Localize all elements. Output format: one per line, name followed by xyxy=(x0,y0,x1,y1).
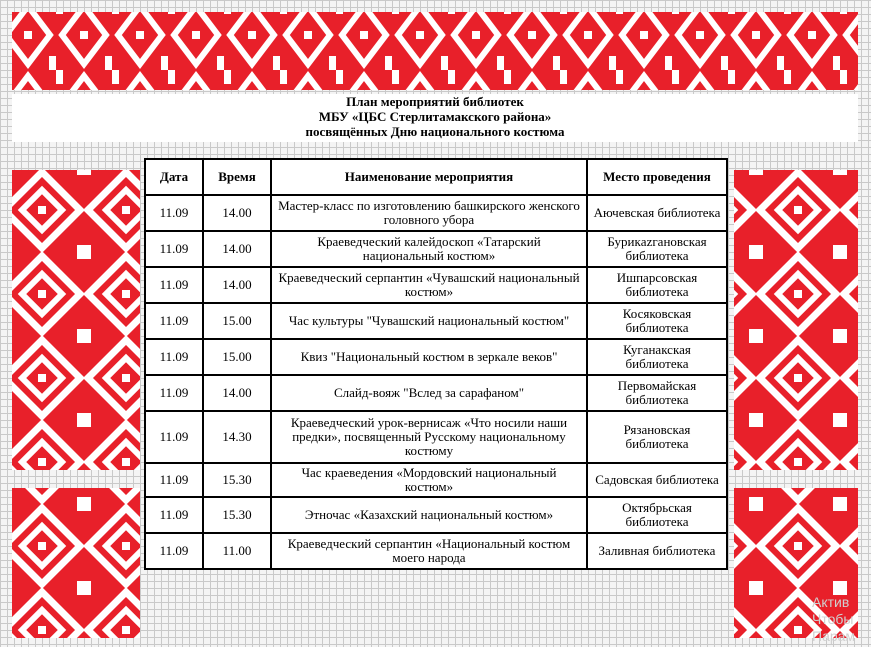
top-ornament-band xyxy=(12,12,858,90)
cell-time: 14.30 xyxy=(203,411,271,463)
cell-place: Куганакская библиотека xyxy=(587,339,727,375)
cell-place: Аючевская библиотека xyxy=(587,195,727,231)
cell-place: Рязановская библиотека xyxy=(587,411,727,463)
cell-name: Краеведческий калейдоскоп «Татарский национальный костюм» xyxy=(271,231,587,267)
table-row xyxy=(145,195,727,231)
table-row xyxy=(145,231,727,267)
cell-date: 11.09 xyxy=(145,267,203,303)
cell-date: 11.09 xyxy=(145,411,203,463)
cell-place: Бурикazгановская библиотека xyxy=(587,231,727,267)
table-row xyxy=(145,339,727,375)
bottom-left-ornament xyxy=(12,488,140,638)
cell-time: 14.00 xyxy=(203,231,271,267)
table-row xyxy=(145,463,727,497)
cell-name: Слайд-вояж "Вслед за сарафаном" xyxy=(271,375,587,411)
cell-date: 11.09 xyxy=(145,375,203,411)
cell-place: Ишпарсовская библиотека xyxy=(587,267,727,303)
cell-place: Косяковская библиотека xyxy=(587,303,727,339)
table-row xyxy=(145,497,727,533)
events-table xyxy=(144,158,728,570)
cell-time: 14.00 xyxy=(203,267,271,303)
cell-name: Квиз "Национальный костюм в зеркале веков" xyxy=(271,339,587,375)
cell-name: Этночас «Казахский национальный костюм» xyxy=(271,497,587,533)
cell-date: 11.09 xyxy=(145,533,203,569)
table-row xyxy=(145,411,727,463)
cell-place: Садовская библиотека xyxy=(587,463,727,497)
cell-date: 11.09 xyxy=(145,195,203,231)
watermark-line-1: Актив xyxy=(812,594,850,610)
activation-watermark xyxy=(812,594,855,645)
table-row xyxy=(145,375,727,411)
header-name: Наименование мероприятия xyxy=(271,159,587,195)
table-header-row xyxy=(145,159,727,195)
watermark-line-3: Парам xyxy=(812,628,856,644)
table-row xyxy=(145,303,727,339)
events-table-wrapper xyxy=(144,158,728,570)
title-line-3: посвящённых Дню национального костюма xyxy=(305,124,565,139)
cell-time: 15.00 xyxy=(203,303,271,339)
cell-place: Первомайская библиотека xyxy=(587,375,727,411)
page-title xyxy=(12,94,858,142)
cell-date: 11.09 xyxy=(145,231,203,267)
cell-date: 11.09 xyxy=(145,463,203,497)
cell-name: Краеведческий урок-вернисаж «Что носили наши предки», посвященный Русскому национальному костюму xyxy=(271,411,587,463)
cell-date: 11.09 xyxy=(145,497,203,533)
cell-name: Краеведческий серпантин «Национальный костюм моего народа xyxy=(271,533,587,569)
cell-time: 14.00 xyxy=(203,375,271,411)
cell-time: 15.30 xyxy=(203,463,271,497)
cell-time: 15.30 xyxy=(203,497,271,533)
cell-date: 11.09 xyxy=(145,303,203,339)
cell-date: 11.09 xyxy=(145,339,203,375)
table-row xyxy=(145,533,727,569)
cell-name: Час краеведения «Мордовский национальный костюм» xyxy=(271,463,587,497)
right-ornament-band xyxy=(734,170,858,470)
left-ornament-band xyxy=(12,170,140,470)
cell-place: Октябрьская библиотека xyxy=(587,497,727,533)
title-line-2: МБУ «ЦБС Стерлитамакского района» xyxy=(318,109,552,124)
cell-time: 14.00 xyxy=(203,195,271,231)
cell-time: 15.00 xyxy=(203,339,271,375)
cell-place: Заливная библиотека xyxy=(587,533,727,569)
cell-name: Краеведческий серпантин «Чувашский национальный костюм» xyxy=(271,267,587,303)
header-place: Место проведения xyxy=(587,159,727,195)
watermark-line-2: Чтобы xyxy=(812,611,854,627)
table-row xyxy=(145,267,727,303)
header-date: Дата xyxy=(145,159,203,195)
header-time: Время xyxy=(203,159,271,195)
title-line-1: План мероприятий библиотек xyxy=(346,94,524,109)
cell-time: 11.00 xyxy=(203,533,271,569)
cell-name: Час культуры "Чувашский национальный костюм" xyxy=(271,303,587,339)
cell-name: Мастер-класс по изготовлению башкирского женского головного убора xyxy=(271,195,587,231)
